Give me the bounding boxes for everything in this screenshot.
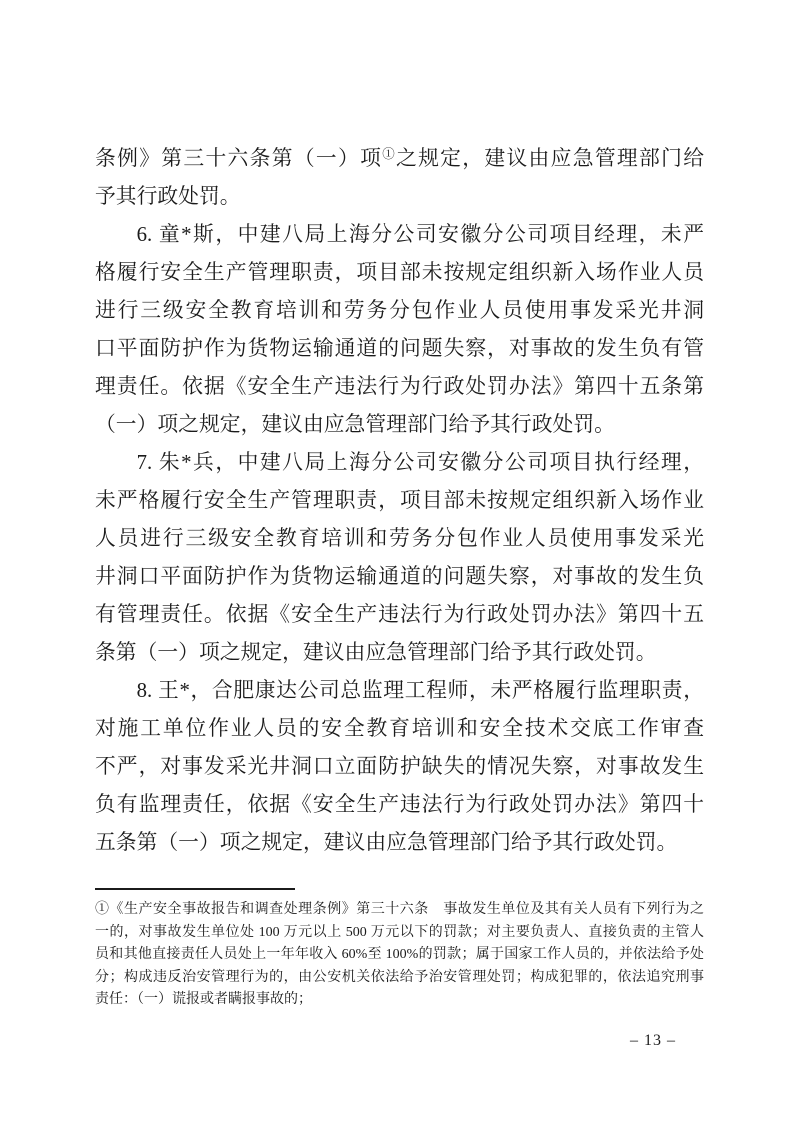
body-line: [95, 140, 704, 178]
footnote-line: 员和其他直接责任人员处上一年年收入 60%至 100%的罚款；属于国家工作人员的，并依法给予处: [95, 947, 704, 963]
body-line: 予其行政处罚。: [95, 185, 241, 208]
paragraph-text: 之规定，建议由应急管理部门给: [395, 147, 704, 170]
body-line: 不严，对事发采光井洞口立面防护缺失的情况失察，对事故发生: [95, 755, 704, 778]
footnote-line: 分；构成违反治安管理行为的，由公安机关依法给予治安管理处罚；构成犯罪的，依法追究刑事: [95, 969, 704, 985]
footnote-block: [95, 899, 704, 1012]
body-line: 未严格履行安全生产管理职责，项目部未按规定组织新入场作业: [95, 489, 704, 512]
body-line: 7. 朱*兵，中建八局上海分公司安徽分公司项目执行经理，: [136, 451, 704, 474]
body-line: 条第（一）项之规定，建议由应急管理部门给予其行政处罚。: [95, 641, 657, 664]
body-line: （一）项之规定，建议由应急管理部门给予其行政处罚。: [95, 413, 615, 436]
body-line: 理责任。依据《安全生产违法行为行政处罚办法》第四十五条第: [95, 375, 704, 398]
body-line: 负有监理责任，依据《安全生产违法行为行政处罚办法》第四十: [95, 793, 704, 816]
body-line: 格履行安全生产管理职责，项目部未按规定组织新入场作业人员: [95, 261, 704, 284]
body-line: 有管理责任。依据《安全生产违法行为行政处罚办法》第四十五: [95, 603, 704, 626]
footnote-line: 责任：（一）谎报或者瞒报事故的；: [95, 992, 312, 1008]
body-line: 五条第（一）项之规定，建议由应急管理部门给予其行政处罚。: [95, 831, 678, 854]
body-line: 口平面防护作为货物运输通道的问题失察，对事故的发生负有管: [95, 337, 704, 360]
body-line: 6. 童*斯，中建八局上海分公司安徽分公司项目经理，未严: [136, 223, 704, 246]
page-number: – 13 –: [630, 1032, 676, 1049]
body-line: 进行三级安全教育培训和劳务分包作业人员使用事发采光井洞: [95, 299, 704, 322]
body-line: 对施工单位作业人员的安全教育培训和安全技术交底工作审查: [95, 717, 704, 740]
footnote-reference-mark: ①: [382, 147, 396, 162]
body-text-block: [95, 140, 704, 862]
body-line: 人员进行三级安全教育培训和劳务分包作业人员使用事发采光: [95, 527, 704, 550]
body-line: 8. 王*，合肥康达公司总监理工程师，未严格履行监理职责，: [136, 679, 704, 702]
footnote-line: 一的，对事故发生单位处 100 万元以上 500 万元以下的罚款；对主要负责人、直接负责的主管人: [95, 924, 704, 940]
body-line: 井洞口平面防护作为货物运输通道的问题失察，对事故的发生负: [95, 565, 704, 588]
footnote-separator-rule: [95, 888, 295, 890]
paragraph-text: 条例》第三十六条第（一）项: [95, 147, 383, 170]
footnote-line: ①《生产安全事故报告和调查处理条例》第三十六条 事故发生单位及其有关人员有下列行为之: [95, 902, 704, 917]
